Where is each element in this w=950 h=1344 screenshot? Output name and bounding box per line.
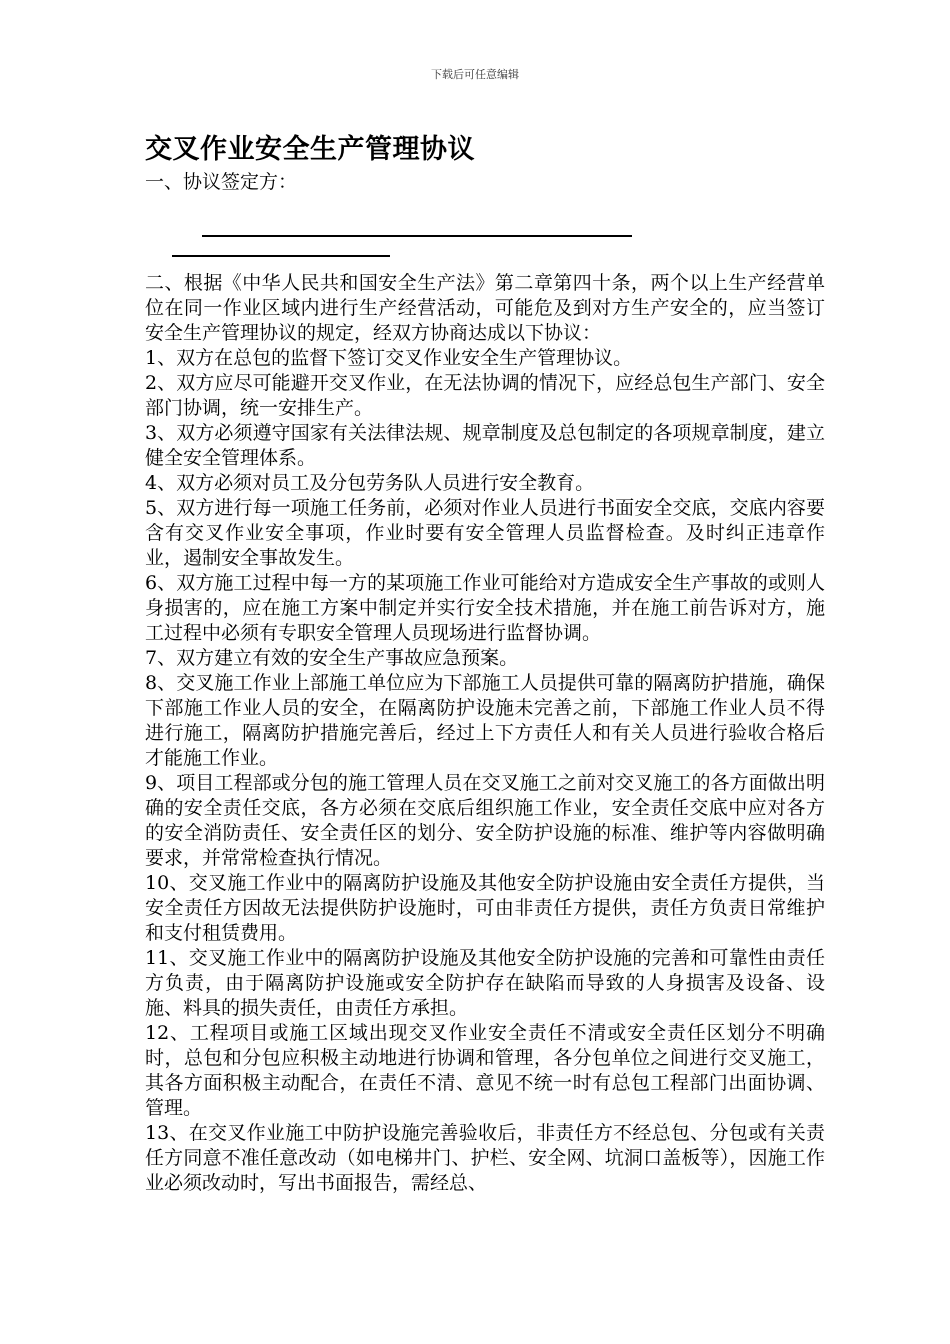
clause-9: 9、项目工程部或分包的施工管理人员在交叉施工之前对交叉施工的各方面做出明确的安全责任交底，各方必须在交底后组织施工作业，安全责任交底中应对各方的安全消防责任、安全责任区的划分、安全防护设施的标准、维护等内容做明确要求，并常常检查执行情况。 xyxy=(145,772,825,869)
signature-lines xyxy=(145,195,825,271)
signature-line xyxy=(172,255,390,257)
clause-4: 4、双方必须对员工及分包劳务队人员进行安全教育。 xyxy=(145,472,595,494)
document-body xyxy=(145,130,825,1196)
clause-8: 8、交叉施工作业上部施工单位应为下部施工人员提供可靠的隔离防护措施，确保下部施工作业人员的安全，在隔离防护设施未完善之前，下部施工作业人员不得进行施工，隔离防护措施完善后，经过上下方责任人和有关人员进行验收合格后才能施工作业。 xyxy=(145,672,825,769)
clause-3: 3、双方必须遵守国家有关法律法规、规章制度及总包制定的各项规章制度，建立健全安全管理体系。 xyxy=(145,422,825,469)
paragraph-basis: 二、根据《中华人民共和国安全生产法》第二章第四十条，两个以上生产经营单位在同一作业区域内进行生产经营活动，可能危及到对方生产安全的，应当签订安全生产管理协议的规定，经双方协商达成以下协议： xyxy=(145,272,825,344)
header-note: 下载后可任意编辑 xyxy=(431,68,519,81)
clause-5: 5、双方进行每一项施工任务前，必须对作业人员进行书面安全交底，交底内容要含有交叉作业安全事项，作业时要有安全管理人员监督检查。及时纠正违章作业，遏制安全事故发生。 xyxy=(145,497,825,569)
clause-11: 11、交叉施工作业中的隔离防护设施及其他安全防护设施的完善和可靠性由责任方负责，由于隔离防护设施或安全防护存在缺陷而导致的人身损害及设备、设施、料具的损失责任，由责任方承担。 xyxy=(145,947,825,1019)
clause-10: 10、交叉施工作业中的隔离防护设施及其他安全防护设施由安全责任方提供，当安全责任方因故无法提供防护设施时，可由非责任方提供，责任方负责日常维护和支付租赁费用。 xyxy=(145,872,825,944)
document-title: 交叉作业安全生产管理协议 xyxy=(145,134,475,165)
clause-2: 2、双方应尽可能避开交叉作业，在无法协调的情况下，应经总包生产部门、安全部门协调，统一安排生产。 xyxy=(145,372,825,419)
signature-line xyxy=(202,235,632,237)
clause-7: 7、双方建立有效的安全生产事故应急预案。 xyxy=(145,647,519,669)
clause-6: 6、双方施工过程中每一方的某项施工作业可能给对方造成安全生产事故的或则人身损害的，应在施工方案中制定并实行安全技术措施，并在施工前告诉对方，施工过程中必须有专职安全管理人员现场进行监督协调。 xyxy=(145,572,825,644)
clause-12: 12、工程项目或施工区域出现交叉作业安全责任不清或安全责任区划分不明确时，总包和分包应积极主动地进行协调和管理，各分包单位之间进行交叉施工，其各方面积极主动配合，在责任不清、意见不统一时有总包工程部门出面协调、管理。 xyxy=(145,1022,825,1119)
clause-1: 1、双方在总包的监督下签订交叉作业安全生产管理协议。 xyxy=(145,347,633,369)
section-parties-heading: 一、协议签定方： xyxy=(145,171,298,193)
clause-13: 13、在交叉作业施工中防护设施完善验收后，非责任方不经总包、分包或有关责任方同意不准任意改动（如电梯井门、护栏、安全网、坑洞口盖板等），因施工作业必须改动时，写出书面报告，需经总、 xyxy=(145,1122,825,1194)
